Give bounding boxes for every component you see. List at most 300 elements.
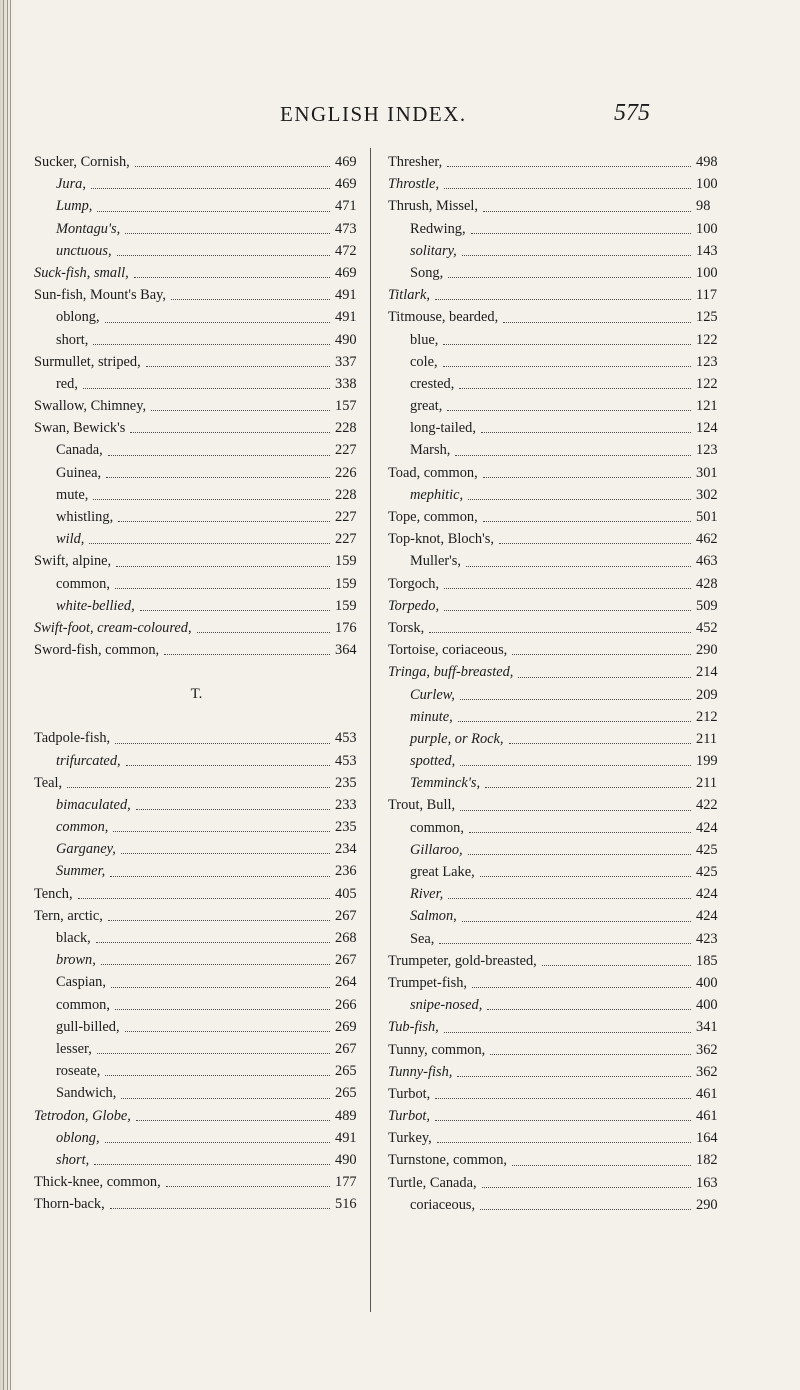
entry-page-number: 264 (335, 974, 357, 991)
entry-label: white-bellied, (56, 597, 135, 614)
leader-dots (108, 454, 330, 456)
entry-page-number: 121 (696, 398, 718, 415)
entry-label: common, (56, 575, 110, 592)
entry-page-number: 122 (696, 375, 718, 392)
leader-dots (140, 609, 330, 611)
index-entry (388, 928, 720, 950)
leader-dots (487, 1008, 691, 1010)
entry-label: coriaceous, (410, 1196, 476, 1213)
leader-dots (146, 365, 330, 367)
leader-dots (429, 631, 691, 633)
index-entry (34, 727, 359, 749)
entry-page-number: 338 (335, 375, 357, 392)
leader-dots (444, 587, 691, 589)
leader-dots (106, 476, 330, 478)
leader-dots (444, 187, 691, 189)
leader-dots (503, 321, 691, 323)
entry-label: lesser, (56, 1040, 92, 1057)
leader-dots (101, 963, 330, 965)
entry-page-number: 235 (335, 819, 357, 836)
leader-dots (115, 587, 330, 589)
index-entry (388, 528, 720, 550)
entry-label: Guinea, (56, 464, 102, 481)
leader-dots (483, 210, 691, 212)
leader-dots (460, 809, 691, 811)
entry-label: Throstle, (388, 176, 440, 193)
index-entry (388, 817, 720, 839)
entry-label: Tunny, common, (388, 1041, 486, 1058)
entry-page-number: 469 (335, 264, 357, 281)
leader-dots (115, 1008, 330, 1010)
leader-dots (105, 321, 330, 323)
entry-page-number: 501 (696, 509, 718, 525)
entry-page-number: 290 (696, 642, 718, 659)
entry-label: Montagu's, (56, 220, 121, 237)
entry-label: Tench, (34, 885, 73, 902)
leader-dots (462, 920, 691, 922)
entry-label: crested, (410, 375, 455, 392)
entry-label: great Lake, (410, 864, 475, 880)
entry-label: Sea, (410, 930, 435, 947)
entry-page-number: 489 (335, 1107, 357, 1124)
index-entry (34, 1171, 359, 1193)
entry-page-number: 469 (335, 154, 357, 170)
entry-page-number: 405 (335, 885, 357, 902)
leader-dots (125, 232, 330, 234)
index-entry (388, 262, 720, 284)
index-entry (388, 306, 720, 328)
leader-dots (444, 609, 691, 611)
entry-page-number: 290 (696, 1196, 718, 1213)
index-entry (34, 173, 359, 195)
index-entry (388, 1105, 720, 1127)
entry-page-number: 490 (335, 331, 357, 348)
leader-dots (91, 187, 330, 189)
index-entry (388, 617, 720, 639)
entry-page-number: 471 (335, 198, 357, 215)
leader-dots (121, 1097, 330, 1099)
entry-page-number: 122 (696, 331, 718, 348)
entry-label: Curlew, (410, 686, 455, 703)
index-entry (388, 861, 720, 883)
leader-dots (447, 409, 691, 411)
leader-dots (458, 720, 691, 722)
leader-dots (93, 498, 330, 500)
leader-dots (435, 1119, 691, 1121)
leader-dots (110, 875, 330, 877)
index-entry (388, 173, 720, 195)
entry-label: mephitic, (410, 486, 464, 503)
index-entry (388, 395, 720, 417)
leader-dots (89, 542, 330, 544)
entry-page-number: 491 (335, 309, 357, 326)
leader-dots (468, 498, 691, 500)
entry-label: roseate, (56, 1063, 101, 1080)
leader-dots (443, 365, 691, 367)
leader-dots (110, 1207, 330, 1209)
index-entry (34, 1082, 359, 1104)
leader-dots (94, 1163, 330, 1165)
leader-dots (462, 254, 691, 256)
entry-page-number: 491 (335, 1129, 357, 1146)
entry-label: blue, (410, 331, 439, 348)
entry-page-number: 424 (696, 908, 718, 925)
entry-page-number: 400 (696, 974, 718, 991)
leader-dots (93, 343, 330, 345)
entry-label: mute, (56, 486, 89, 503)
entry-page-number: 159 (335, 575, 357, 592)
index-entry (388, 1149, 720, 1171)
index-entry (388, 506, 720, 528)
entry-label: Muller's, (410, 553, 461, 570)
index-entry (34, 794, 359, 816)
leader-dots (164, 653, 330, 655)
index-entry (34, 772, 359, 794)
leader-dots (130, 431, 330, 433)
entry-page-number: 423 (696, 930, 718, 947)
entry-label: Thresher, (388, 154, 443, 170)
entry-page-number: 100 (696, 264, 718, 281)
entry-page-number: 234 (335, 841, 357, 858)
entry-label: Tortoise, coriaceous, (388, 642, 508, 659)
index-column-left (34, 151, 359, 1215)
entry-page-number: 453 (335, 752, 357, 769)
entry-label: Canada, (56, 442, 103, 459)
entry-label: unctuous, (56, 242, 112, 259)
entry-page-number: 209 (696, 686, 718, 703)
index-entry (388, 706, 720, 728)
entry-label: Tringa, buff-breasted, (388, 664, 514, 681)
leader-dots (512, 653, 691, 655)
entry-label: brown, (56, 952, 96, 969)
leader-dots (125, 1030, 330, 1032)
index-entry (34, 1038, 359, 1060)
leader-dots (113, 830, 330, 832)
entry-page-number: 199 (696, 753, 718, 770)
entry-label: Thorn-back, (34, 1196, 105, 1213)
index-entry (388, 1172, 720, 1194)
leader-dots (435, 298, 691, 300)
leader-dots (469, 831, 691, 833)
entry-label: common, (56, 996, 110, 1013)
leader-dots (151, 409, 330, 411)
page-header (0, 102, 800, 132)
entry-label: Swan, Bewick's (34, 420, 126, 437)
entry-label: wild, (56, 531, 85, 548)
leader-dots (121, 852, 330, 854)
entry-label: Titmouse, bearded, (388, 309, 499, 326)
entry-page-number: 159 (335, 597, 357, 614)
entry-page-number: 425 (696, 864, 718, 880)
leader-dots (435, 1097, 691, 1099)
entry-label: Tub-fish, (388, 1019, 439, 1036)
entry-label: Summer, (56, 863, 106, 880)
entry-page-number: 337 (335, 353, 357, 370)
entry-label: Turnstone, common, (388, 1152, 507, 1169)
index-entry (34, 905, 359, 927)
index-entry (34, 994, 359, 1016)
index-entry (388, 329, 720, 351)
entry-label: Sandwich, (56, 1085, 117, 1102)
entry-label: Swift-foot, cream-coloured, (34, 619, 192, 636)
entry-page-number: 228 (335, 420, 357, 437)
index-entry (388, 1083, 720, 1105)
entry-label: Jura, (56, 176, 86, 193)
index-entry (34, 971, 359, 993)
index-entry (388, 794, 720, 816)
index-entry (34, 883, 359, 905)
entry-page-number: 212 (696, 708, 718, 725)
entry-label: Turkey, (388, 1130, 432, 1147)
index-entry (34, 1060, 359, 1082)
entry-page-number: 211 (696, 730, 718, 747)
leader-dots (117, 254, 330, 256)
leader-dots (509, 742, 691, 744)
entry-page-number: 214 (696, 664, 718, 681)
index-entry (34, 949, 359, 971)
index-entry (34, 262, 359, 284)
entry-label: black, (56, 930, 91, 946)
entry-label: minute, (410, 708, 453, 725)
entry-page-number: 422 (696, 797, 718, 814)
entry-page-number: 185 (696, 952, 718, 969)
entry-label: Tope, common, (388, 509, 478, 525)
leader-dots (460, 764, 691, 766)
index-entry (388, 484, 720, 506)
index-entry (388, 351, 720, 373)
leader-dots (471, 232, 691, 234)
leader-dots (483, 476, 691, 478)
entry-page-number: 424 (696, 886, 718, 903)
entry-page-number: 123 (696, 353, 718, 370)
entry-page-number: 265 (335, 1085, 357, 1102)
entry-page-number: 143 (696, 242, 718, 259)
entry-label: Redwing, (410, 220, 466, 237)
index-entry (34, 329, 359, 351)
leader-dots (480, 1208, 691, 1210)
gutter-line (3, 0, 4, 1390)
entry-label: oblong, (56, 1129, 100, 1146)
entry-label: Tetrodon, Globe, (34, 1107, 131, 1124)
entry-page-number: 227 (335, 442, 357, 459)
entry-label: trifurcated, (56, 752, 121, 769)
index-entry (388, 417, 720, 439)
entry-label: whistling, (56, 509, 114, 525)
index-entry (34, 639, 359, 661)
leader-dots (105, 1141, 330, 1143)
entry-label: Temminck's, (410, 775, 481, 792)
entry-page-number: 228 (335, 486, 357, 503)
leader-dots (443, 343, 691, 345)
index-entry (34, 860, 359, 882)
section-letter-heading: T. (190, 686, 203, 703)
entry-label: spotted, (410, 753, 456, 770)
index-entry (34, 462, 359, 484)
entry-label: Thick-knee, common, (34, 1174, 161, 1191)
index-entry (34, 816, 359, 838)
index-entry (34, 484, 359, 506)
leader-dots (512, 1164, 691, 1166)
index-entry (34, 550, 359, 572)
entry-page-number: 164 (696, 1130, 718, 1147)
index-entry (388, 1039, 720, 1061)
index-entry (34, 306, 359, 328)
index-entry (34, 573, 359, 595)
entry-page-number: 182 (696, 1152, 718, 1169)
entry-page-number: 226 (335, 464, 357, 481)
leader-dots (468, 853, 691, 855)
leader-dots (439, 942, 691, 944)
entry-page-number: 269 (335, 1018, 357, 1035)
entry-label: Garganey, (56, 841, 116, 858)
entry-label: Turbot, (388, 1085, 431, 1102)
index-entry (388, 684, 720, 706)
leader-dots (97, 1052, 330, 1054)
entry-label: Turbot, (388, 1108, 430, 1125)
index-entry (388, 439, 720, 461)
index-entry (388, 195, 720, 217)
entry-page-number: 233 (335, 796, 357, 813)
entry-page-number: 473 (335, 220, 357, 237)
leader-dots (108, 919, 330, 921)
gutter-line (7, 0, 8, 1390)
entry-page-number: 424 (696, 819, 718, 836)
entry-label: Teal, (34, 774, 63, 791)
leader-dots (116, 565, 330, 567)
index-entry (388, 639, 720, 661)
leader-dots (455, 454, 691, 456)
entry-label: Marsh, (410, 442, 451, 459)
entry-label: oblong, (56, 309, 100, 326)
entry-label: Gillaroo, (410, 841, 463, 858)
entry-label: Torgoch, (388, 575, 440, 592)
index-entry (34, 195, 359, 217)
index-entry (34, 1016, 359, 1038)
entry-label: bimaculated, (56, 796, 131, 813)
entry-label: Swallow, Chimney, (34, 398, 147, 415)
entry-page-number: 236 (335, 863, 357, 880)
leader-dots (542, 964, 691, 966)
entry-label: Toad, common, (388, 464, 478, 481)
leader-dots (135, 165, 330, 167)
entry-page-number: 462 (696, 531, 718, 548)
entry-page-number: 177 (335, 1174, 357, 1191)
leader-dots (97, 210, 330, 212)
entry-label: Titlark, (388, 287, 430, 304)
column-divider (370, 148, 371, 1312)
entry-label: Suck-fish, small, (34, 264, 129, 281)
entry-page-number: 491 (335, 287, 357, 304)
entry-page-number: 472 (335, 242, 357, 259)
index-entry (388, 750, 720, 772)
index-entry (34, 617, 359, 639)
index-column-right (388, 151, 720, 1216)
index-entry (388, 595, 720, 617)
entry-label: short, (56, 331, 89, 348)
leader-dots (490, 1053, 691, 1055)
index-entry (34, 1193, 359, 1215)
entry-label: Torpedo, (388, 597, 440, 614)
leader-dots (518, 676, 691, 678)
page-gutter (0, 0, 14, 1390)
index-entry (34, 417, 359, 439)
entry-page-number: 301 (696, 464, 718, 481)
index-entry (34, 838, 359, 860)
page-number: 575 (614, 100, 650, 126)
index-block-t (34, 727, 359, 1215)
leader-dots (115, 742, 330, 744)
entry-label: Turtle, Canada, (388, 1174, 477, 1191)
entry-page-number: 157 (335, 398, 357, 415)
entry-page-number: 227 (335, 509, 357, 525)
entry-page-number: 123 (696, 442, 718, 459)
entry-page-number: 425 (696, 841, 718, 858)
entry-label: Sword-fish, common, (34, 642, 160, 659)
index-entry (34, 284, 359, 306)
leader-dots (447, 165, 691, 167)
leader-dots (126, 764, 330, 766)
leader-dots (472, 986, 691, 988)
index-entry (34, 750, 359, 772)
index-entry (388, 1016, 720, 1038)
entry-label: solitary, (410, 242, 457, 259)
entry-label: Caspian, (56, 974, 106, 991)
index-block-s (34, 151, 359, 661)
index-entry (34, 351, 359, 373)
entry-page-number: 364 (335, 642, 357, 659)
entry-page-number: 267 (335, 907, 357, 924)
entry-page-number: 176 (335, 619, 357, 636)
entry-label: Swift, alpine, (34, 553, 112, 570)
running-title: ENGLISH INDEX. (280, 102, 467, 126)
index-entry (34, 1149, 359, 1171)
entry-page-number: 125 (696, 309, 718, 326)
index-entry (34, 1127, 359, 1149)
entry-label: River, (410, 886, 444, 903)
entry-label: red, (56, 375, 78, 392)
entry-label: Torsk, (388, 619, 425, 636)
entry-page-number: 362 (696, 1063, 718, 1080)
entry-label: snipe-nosed, (410, 997, 483, 1014)
index-entry (388, 462, 720, 484)
leader-dots (499, 542, 691, 544)
entry-label: gull-billed, (56, 1018, 120, 1035)
entry-label: common, (410, 819, 464, 836)
entry-page-number: 400 (696, 997, 718, 1014)
index-entry (388, 772, 720, 794)
leader-dots (83, 387, 330, 389)
entry-page-number: 117 (696, 287, 718, 304)
index-entry (388, 1127, 720, 1149)
leader-dots (96, 941, 330, 943)
leader-dots (481, 431, 691, 433)
entry-page-number: 268 (335, 930, 357, 946)
entry-page-number: 100 (696, 176, 718, 193)
leader-dots (437, 1141, 691, 1143)
leader-dots (485, 786, 691, 788)
index-entry (388, 883, 720, 905)
entry-page-number: 469 (335, 176, 357, 193)
entry-label: Surmullet, striped, (34, 353, 141, 370)
index-entry (388, 1194, 720, 1216)
leader-dots (466, 565, 691, 567)
entry-label: purple, or Rock, (410, 730, 504, 747)
entry-label: Sun-fish, Mount's Bay, (34, 287, 166, 304)
entry-page-number: 498 (696, 154, 718, 170)
entry-label: Tern, arctic, (34, 907, 103, 924)
entry-label: Sucker, Cornish, (34, 154, 130, 170)
leader-dots (118, 520, 330, 522)
